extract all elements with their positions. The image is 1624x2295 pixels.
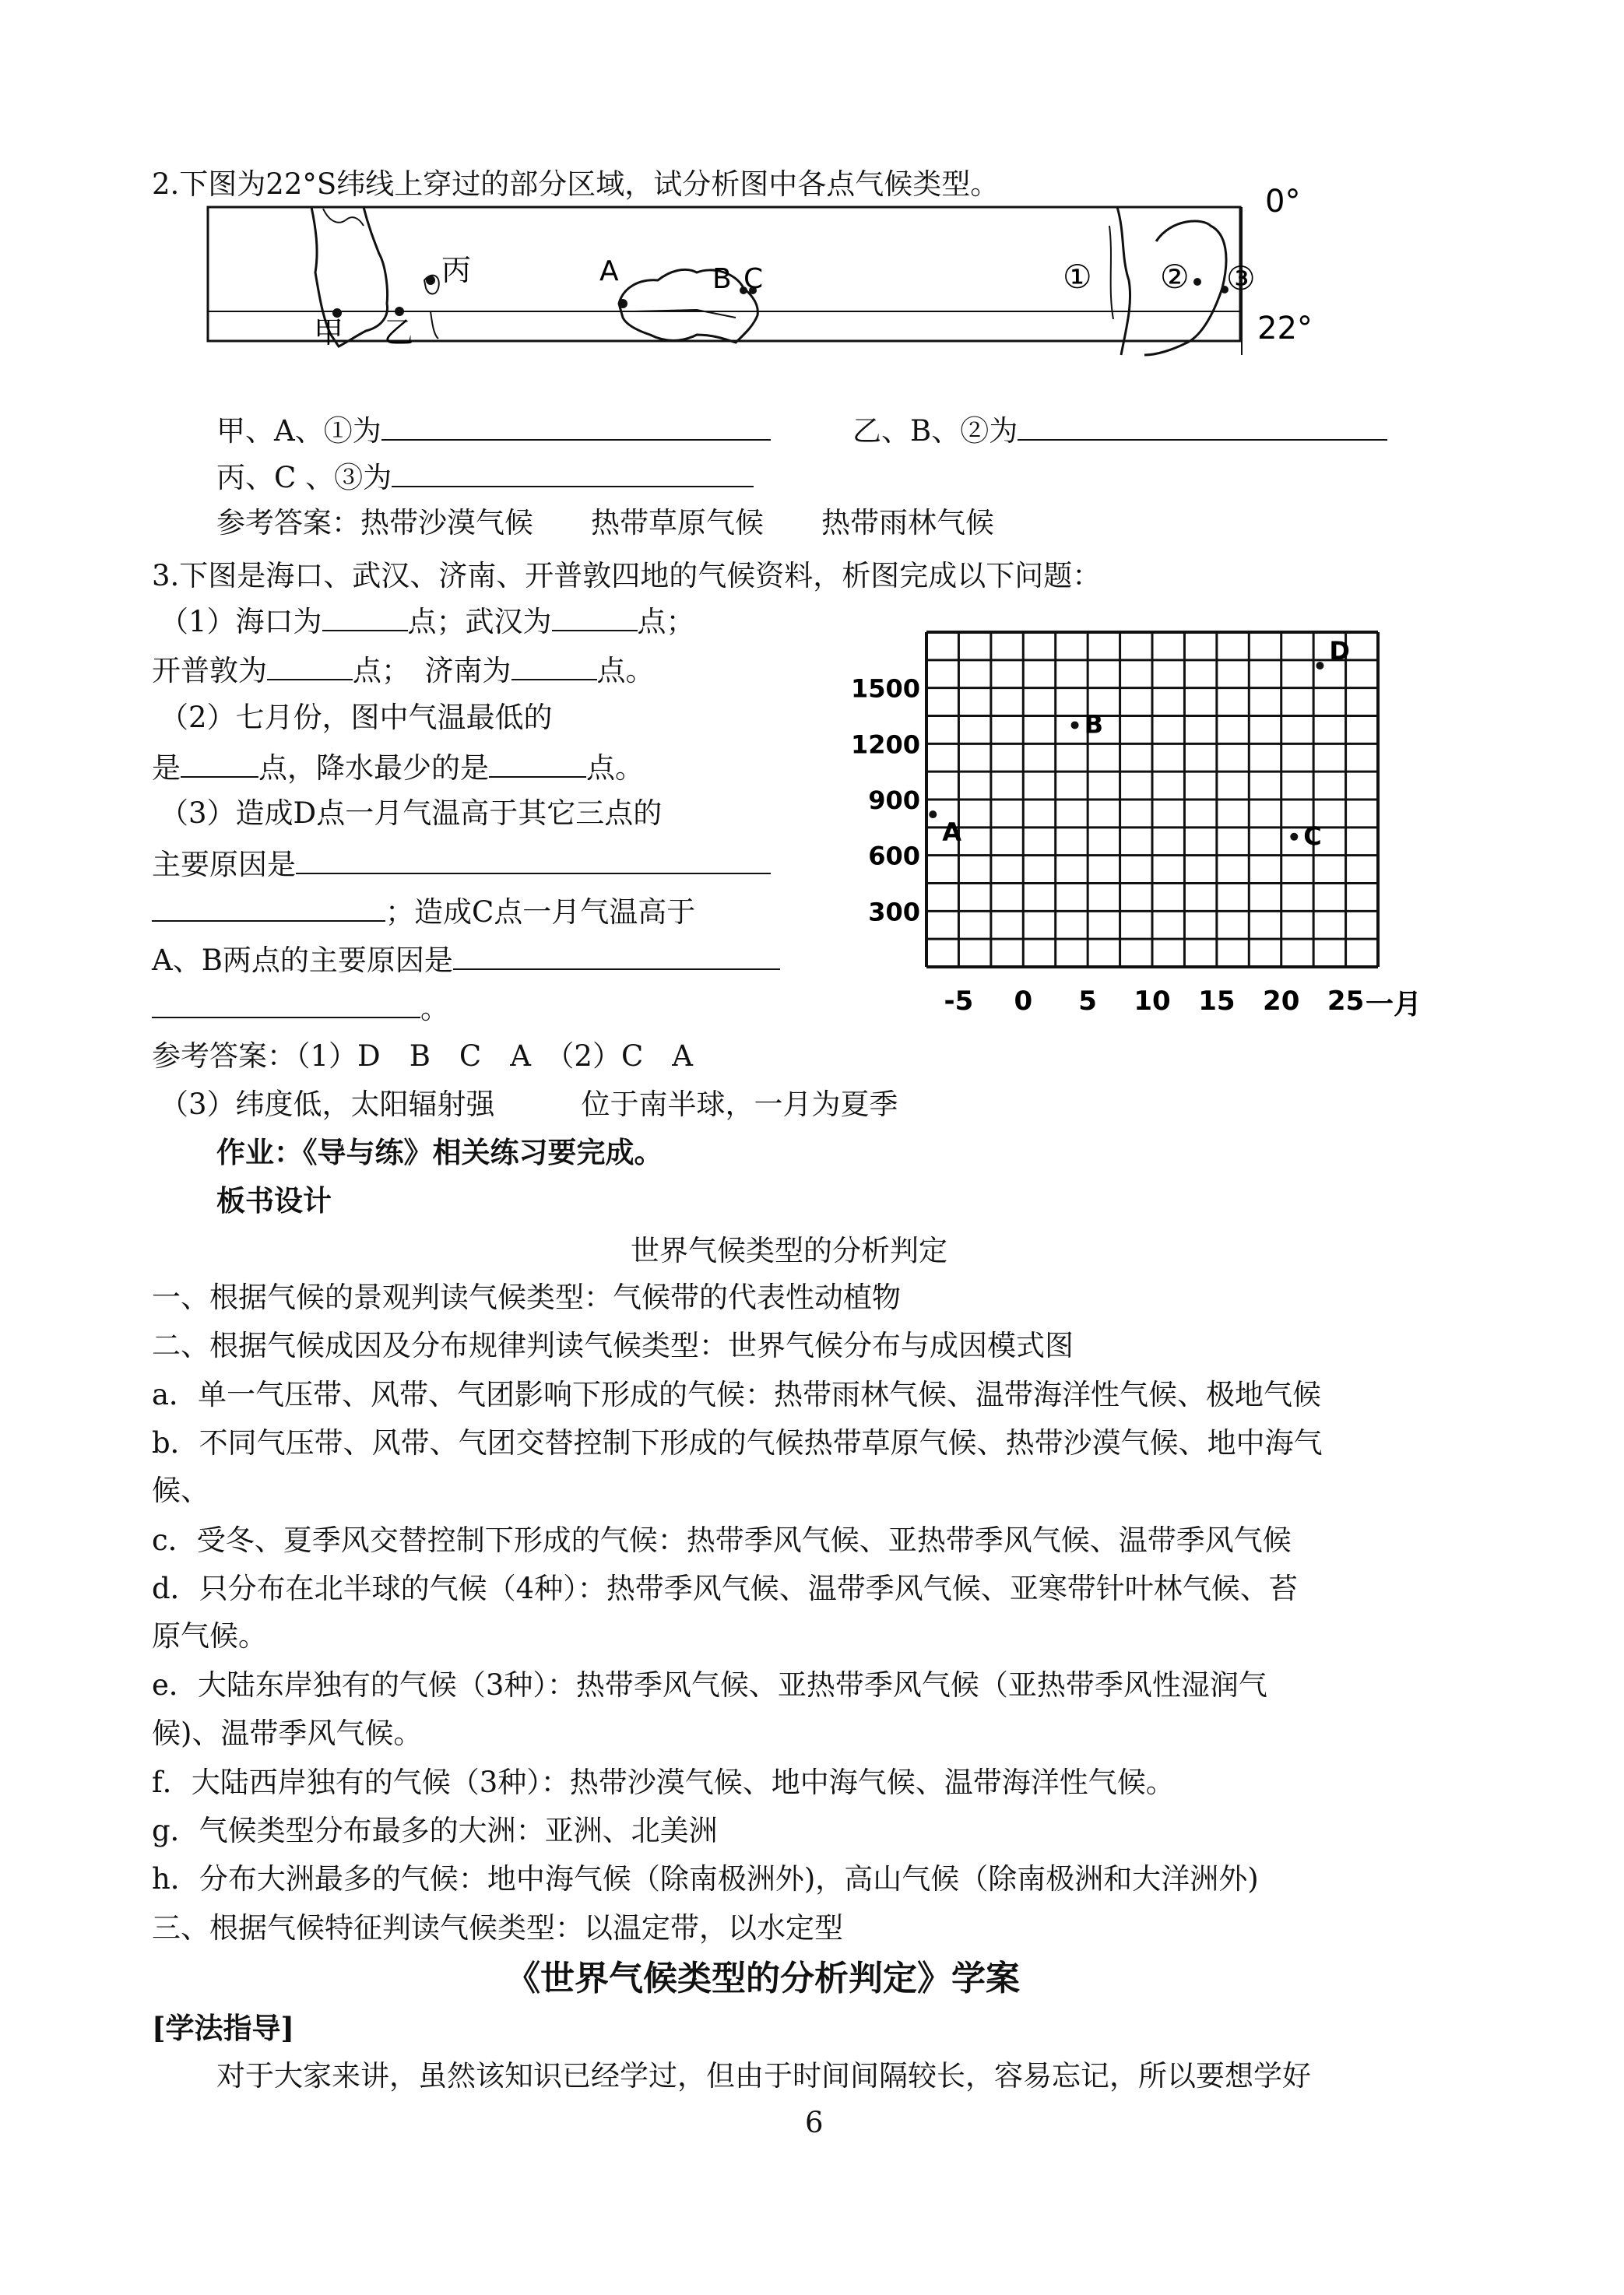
- small-island-2: [431, 311, 438, 339]
- homework: 作业：《导与练》相关练习要完成。: [216, 1135, 663, 1169]
- q3-s3d: A、B两点的主要原因是: [152, 944, 453, 977]
- q3-s1-line2: [152, 652, 655, 688]
- q3-s1a: （1）海口为: [160, 605, 322, 638]
- climate-scatter-chart: [841, 615, 1422, 1051]
- y-tick-label: 1500: [850, 673, 920, 704]
- q3-s2c: 点，降水最少的是: [258, 751, 489, 785]
- method-text: 对于大家来讲，虽然该知识已经学过，但由于时间间隔较长，容易忘记，所以要想学好: [216, 2059, 1311, 2093]
- q3-s2-line2: [152, 750, 644, 786]
- study-title: 《世界气候类型的分析判定》学案: [506, 1959, 1020, 1998]
- q3-s2-line1: （2）七月份，图中气温最低的: [160, 701, 553, 734]
- data-point-label: A: [942, 817, 962, 848]
- data-point-label: D: [1329, 636, 1350, 666]
- outline-line: 一、根据气候的景观判读气候类型：气候带的代表性动植物: [152, 1281, 901, 1314]
- x-tick-label: -5: [944, 986, 974, 1017]
- label-lon-0: 0°: [1265, 184, 1301, 220]
- data-point-label: C: [1303, 821, 1322, 851]
- data-point-C: [1290, 833, 1298, 841]
- blank-reason-c[interactable]: [453, 942, 780, 970]
- y-tick-label: 600: [868, 841, 920, 871]
- outline-line: e．大陆东岸独有的气候（3种）：热带季风气候、亚热带季风气候（亚热带季风性湿润气: [152, 1668, 1267, 1702]
- outline-line: 候、: [152, 1474, 209, 1507]
- blank-jinan[interactable]: [511, 652, 597, 680]
- q3-answer-1: 参考答案：（1）D B C A （2）C A: [152, 1039, 693, 1073]
- blank-wuhan[interactable]: [552, 603, 638, 631]
- point-2: [1193, 278, 1201, 286]
- outline-line: d．只分布在北半球的气候（4种）：热带季风气候、温带季风气候、亚寒带针叶林气候、苔: [152, 1572, 1298, 1605]
- blank-capetown[interactable]: [267, 652, 353, 680]
- blank-least-precip[interactable]: [489, 750, 586, 778]
- africa-west-coast: [1117, 207, 1130, 355]
- outline-line: a．单一气压带、风带、气团影响下形成的气候：热带雨林气候、温带海洋性气候、极地气候: [152, 1378, 1322, 1411]
- label-circle-2: ②: [1160, 258, 1190, 296]
- q3-s3e: 。: [420, 992, 449, 1025]
- y-tick-label: 900: [868, 786, 920, 815]
- q3-s1d: 开普敦为: [152, 654, 267, 687]
- q3-prompt: 3.下图是海口、武汉、济南、开普敦四地的气候资料，析图完成以下问题：: [152, 559, 1102, 592]
- page-number: 6: [805, 2106, 824, 2139]
- q3-s1e: 点； 济南为: [353, 654, 511, 687]
- q3-s3-line3: [152, 894, 695, 930]
- south-america-coast-detail: [323, 209, 364, 226]
- label-C: C: [743, 263, 764, 295]
- q3-s3-line1: （3）造成D点一月气温高于其它三点的: [160, 796, 663, 830]
- x-tick-label: 15: [1198, 986, 1236, 1017]
- outline-line: 二、根据气候成因及分布规律判读气候类型：世界气候分布与成因模式图: [152, 1329, 1074, 1362]
- q2-line1b: [852, 413, 1387, 448]
- outline-line: c．受冬、夏季风交替控制下形成的气候：热带季风气候、亚热带季风气候、温带季风气候: [152, 1524, 1292, 1557]
- data-point-B: [1071, 721, 1079, 729]
- label-bing: 丙: [441, 253, 472, 287]
- blank-lowest-temp[interactable]: [181, 750, 258, 778]
- x-tick-label: 0: [1014, 986, 1033, 1017]
- point-A: [618, 299, 627, 308]
- q2-line2-label: 丙、C 、③为: [216, 461, 392, 494]
- outline-line: g．气候类型分布最多的大洲：亚洲、北美洲: [152, 1814, 718, 1847]
- blank-reason-d[interactable]: [296, 846, 771, 874]
- q3-s1-line1: [160, 603, 695, 639]
- q3-s1b: 点；武汉为: [407, 605, 552, 638]
- x-tick-label: 10: [1134, 986, 1171, 1017]
- label-yi: 乙: [384, 315, 414, 350]
- label-circle-3: ③: [1226, 259, 1256, 297]
- outline-line: 原气候。: [152, 1619, 267, 1653]
- outline-line: 候)、温带季风气候。: [152, 1717, 423, 1750]
- q2-line1-label-a: 甲、A、①为: [216, 414, 381, 448]
- q3-answer-2: （3）纬度低，太阳辐射强 位于南半球，一月为夏季: [160, 1088, 898, 1121]
- q3-s3c: ；造成C点一月气温高于: [385, 895, 696, 929]
- label-lat-22: 22°: [1257, 311, 1313, 346]
- q3-s3-line2: [152, 846, 771, 882]
- board-title: 世界气候类型的分析判定: [631, 1234, 947, 1267]
- q2-line2: [216, 459, 754, 495]
- outline-line: b．不同气压带、风带、气团交替控制下形成的气候热带草原气候、热带沙漠气候、地中海气: [152, 1426, 1323, 1460]
- outline-line: 三、根据气候特征判读气候类型：以温定带，以水定型: [152, 1911, 843, 1945]
- label-jia: 甲: [314, 315, 344, 350]
- outline-line: f．大陆西岸独有的气候（3种）：热带沙漠气候、地中海气候、温带海洋性气候。: [152, 1766, 1175, 1799]
- x-tick-label: 5: [1078, 986, 1097, 1017]
- point-bing: [426, 276, 435, 285]
- latitude-22s-map: [199, 179, 1413, 366]
- blank-reason-d-cont[interactable]: [152, 894, 385, 922]
- blank-haikou[interactable]: [322, 603, 408, 631]
- blank-q2-3[interactable]: [392, 459, 754, 487]
- africa-inner-coast: [1109, 226, 1113, 319]
- data-point-D: [1316, 662, 1323, 670]
- outline-line: h．分布大洲最多的气候：地中海气候（除南极洲外)，高山气候（除南极洲和大洋洲外): [152, 1862, 1259, 1896]
- data-point-label: B: [1084, 709, 1103, 740]
- q3-s2d: 点。: [586, 751, 644, 785]
- q3-s2b: 是: [152, 751, 181, 785]
- q2-line1: [216, 413, 771, 448]
- y-tick-label: 300: [868, 897, 920, 927]
- x-tick-label: 25: [1327, 986, 1365, 1017]
- australia-outline: [619, 269, 758, 343]
- data-point-A: [929, 810, 937, 818]
- label-B: B: [712, 263, 732, 295]
- q3-s3-line4: [152, 942, 780, 978]
- q2-prompt: 2.下图为22°S纬线上穿过的部分区域，试分析图中各点气候类型。: [152, 167, 1000, 201]
- label-A: A: [599, 255, 619, 287]
- blank-q2-1[interactable]: [381, 413, 771, 441]
- label-circle-1: ①: [1063, 258, 1092, 296]
- q3-s1f: 点。: [596, 654, 655, 687]
- x-tick-label: 20: [1263, 986, 1300, 1017]
- blank-q2-2[interactable]: [1018, 413, 1387, 441]
- method-heading: [学法指导]: [152, 2011, 295, 2045]
- q3-s3b: 主要原因是: [152, 848, 296, 881]
- blank-reason-c-cont[interactable]: [152, 990, 420, 1018]
- q3-s1c: 点；: [637, 605, 695, 638]
- y-tick-label: 1200: [850, 729, 920, 760]
- x-unit-label: 一月: [1365, 989, 1422, 1021]
- q2-line1-label-b: 乙、B、②为: [852, 414, 1018, 448]
- q3-s3-line5: [152, 990, 449, 1026]
- board-heading: 板书设计: [216, 1183, 332, 1218]
- q2-answer: 参考答案：热带沙漠气候 热带草原气候 热带雨林气候: [216, 506, 994, 539]
